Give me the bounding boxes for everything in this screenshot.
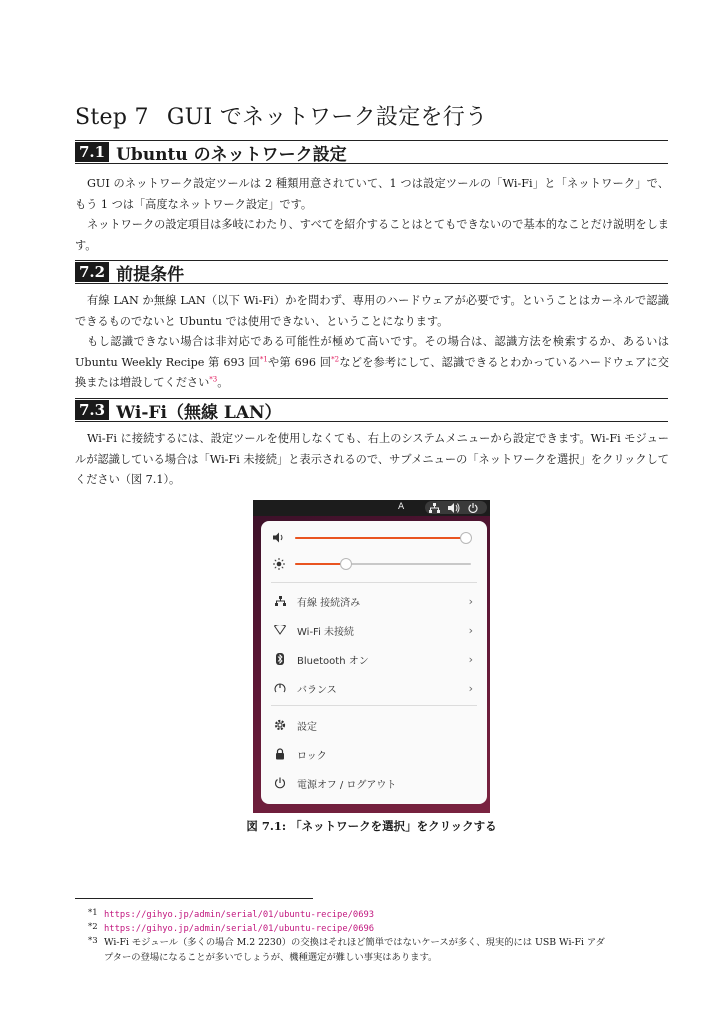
footnote-ref-2[interactable]: *2: [331, 354, 340, 363]
section-7-3-body: [75, 429, 669, 491]
section-7-2-body: [75, 291, 669, 394]
chevron-right-icon: ›: [468, 652, 473, 666]
footnote-link[interactable]: https://gihyo.jp/admin/serial/01/ubuntu-recipe/0696: [104, 924, 375, 934]
network-wired-icon: [429, 503, 440, 513]
bluetooth-icon: [273, 652, 287, 666]
wifi-icon: [273, 623, 287, 637]
section-heading-7-1: [75, 140, 668, 164]
volume-slider[interactable]: [261, 529, 487, 547]
volume-fill: [295, 537, 466, 539]
system-menu-screenshot: [253, 500, 490, 813]
menu-item-wifi[interactable]: [261, 619, 487, 641]
chapter-step: Step 7: [75, 105, 149, 130]
menu-item-label: バランス: [297, 684, 337, 696]
menu-divider: [271, 705, 477, 706]
network-wired-icon: [273, 594, 287, 608]
lock-icon: [273, 747, 287, 761]
paragraph: Wi-Fi に接続するには、設定ツールを使用しなくても、右上のシステムメニューから設定できます。Wi-Fi モジュールが認識している場合は「Wi-Fi 未接続」と表示されるので、サブメニューの「ネットワークを選択」をクリックしてください（図 7.1）。: [75, 432, 669, 486]
menu-item-label: Wi-Fi 未接続: [297, 626, 355, 638]
paragraph: 有線 LAN か無線 LAN（以下 Wi-Fi）かを問わず、専用のハードウェアが必要です。ということはカーネルで認識できるものでないと Ubuntu では使用できない、ということになります。: [75, 294, 669, 328]
volume-track[interactable]: [295, 537, 471, 539]
footnote-ref-3[interactable]: *3: [209, 375, 218, 384]
footnote-rule: [75, 898, 313, 899]
speaker-icon: [448, 503, 460, 513]
section-heading-7-3: [75, 398, 668, 422]
input-source-indicator[interactable]: A: [398, 502, 405, 512]
menu-item-bluetooth[interactable]: [261, 648, 487, 670]
chapter-title: [75, 100, 487, 131]
power-icon: [273, 776, 287, 790]
footnote-link[interactable]: https://gihyo.jp/admin/serial/01/ubuntu-recipe/0693: [104, 910, 375, 920]
menu-item-power-mode[interactable]: [261, 677, 487, 699]
section-number: 7.2: [75, 262, 109, 282]
brightness-knob[interactable]: [340, 558, 352, 570]
footnote-ref-1[interactable]: *1: [259, 354, 268, 363]
brightness-slider[interactable]: [261, 555, 487, 573]
menu-item-lock[interactable]: [261, 743, 487, 765]
section-heading-7-2: [75, 260, 668, 284]
menu-item-wired[interactable]: [261, 590, 487, 612]
menu-item-label: 有線 接続済み: [297, 597, 361, 609]
footnote-mark: *1: [88, 908, 98, 918]
menu-item-label: 設定: [297, 721, 317, 733]
footnote-mark: *2: [88, 922, 98, 932]
chevron-right-icon: ›: [468, 623, 473, 637]
power-icon: [468, 503, 478, 513]
text-run: 。: [217, 376, 229, 389]
brightness-icon: [273, 558, 285, 570]
section-title: Wi-Fi（無線 LAN）: [116, 402, 282, 423]
section-number: 7.3: [75, 400, 109, 420]
text-run: などを参考にして、認識できるとわかっているハードウェアに交換または増設してください: [75, 355, 669, 389]
menu-item-power-off[interactable]: [261, 772, 487, 794]
text-run: や第 696 回: [267, 355, 332, 369]
menu-divider: [271, 582, 477, 583]
brightness-fill: [295, 563, 346, 565]
chevron-right-icon: ›: [468, 594, 473, 608]
footnote-3: [88, 934, 670, 965]
text-run: もし認識できない場合は非対応である可能性が極めて高いです。その場合は、認識方法を検索するか、あるいは Ubuntu Weekly Recipe 第 693 回: [75, 335, 669, 369]
power-profile-icon: [273, 681, 287, 695]
footnote-text-cont: プターの登場になることが多いでしょうが、機種選定が難しい事実はあります。: [104, 952, 438, 963]
section-title: 前提条件: [116, 264, 185, 285]
menu-item-label: Bluetooth オン: [297, 655, 369, 667]
paragraph: [75, 332, 669, 394]
menu-item-label: ロック: [297, 750, 327, 762]
figure-caption: 図 7.1: 「ネットワークを選択」をクリックする: [246, 819, 497, 833]
chevron-right-icon: ›: [468, 681, 473, 695]
brightness-track[interactable]: [295, 563, 471, 565]
footnote-mark: *3: [88, 936, 98, 946]
chapter-title-text: GUI でネットワーク設定を行う: [166, 105, 488, 130]
top-bar: [253, 500, 490, 516]
paragraph: ネットワークの設定項目は多岐にわたり、すべてを紹介することはとてもできないので基本的なことだけ説明をします。: [75, 218, 669, 252]
footnote-text: Wi-Fi モジュール（多くの場合 M.2 2230）の交換はそれほど簡単ではないケースが多く、現実的には USB Wi-Fi アダ: [104, 937, 605, 948]
paragraph: GUI のネットワーク設定ツールは 2 種類用意されていて、1 つは設定ツールの「Wi-Fi」と「ネットワーク」で、もう 1 つは「高度なネットワーク設定」です。: [75, 177, 669, 211]
settings-gear-icon: [273, 718, 287, 732]
speaker-icon: [273, 532, 285, 543]
volume-knob[interactable]: [460, 532, 472, 544]
section-number: 7.1: [75, 142, 109, 162]
system-menu-popover: [261, 521, 487, 804]
menu-item-settings[interactable]: [261, 714, 487, 736]
section-7-1-body: [75, 174, 669, 256]
menu-item-label: 電源オフ / ログアウト: [297, 779, 397, 791]
section-title: Ubuntu のネットワーク設定: [116, 144, 347, 165]
